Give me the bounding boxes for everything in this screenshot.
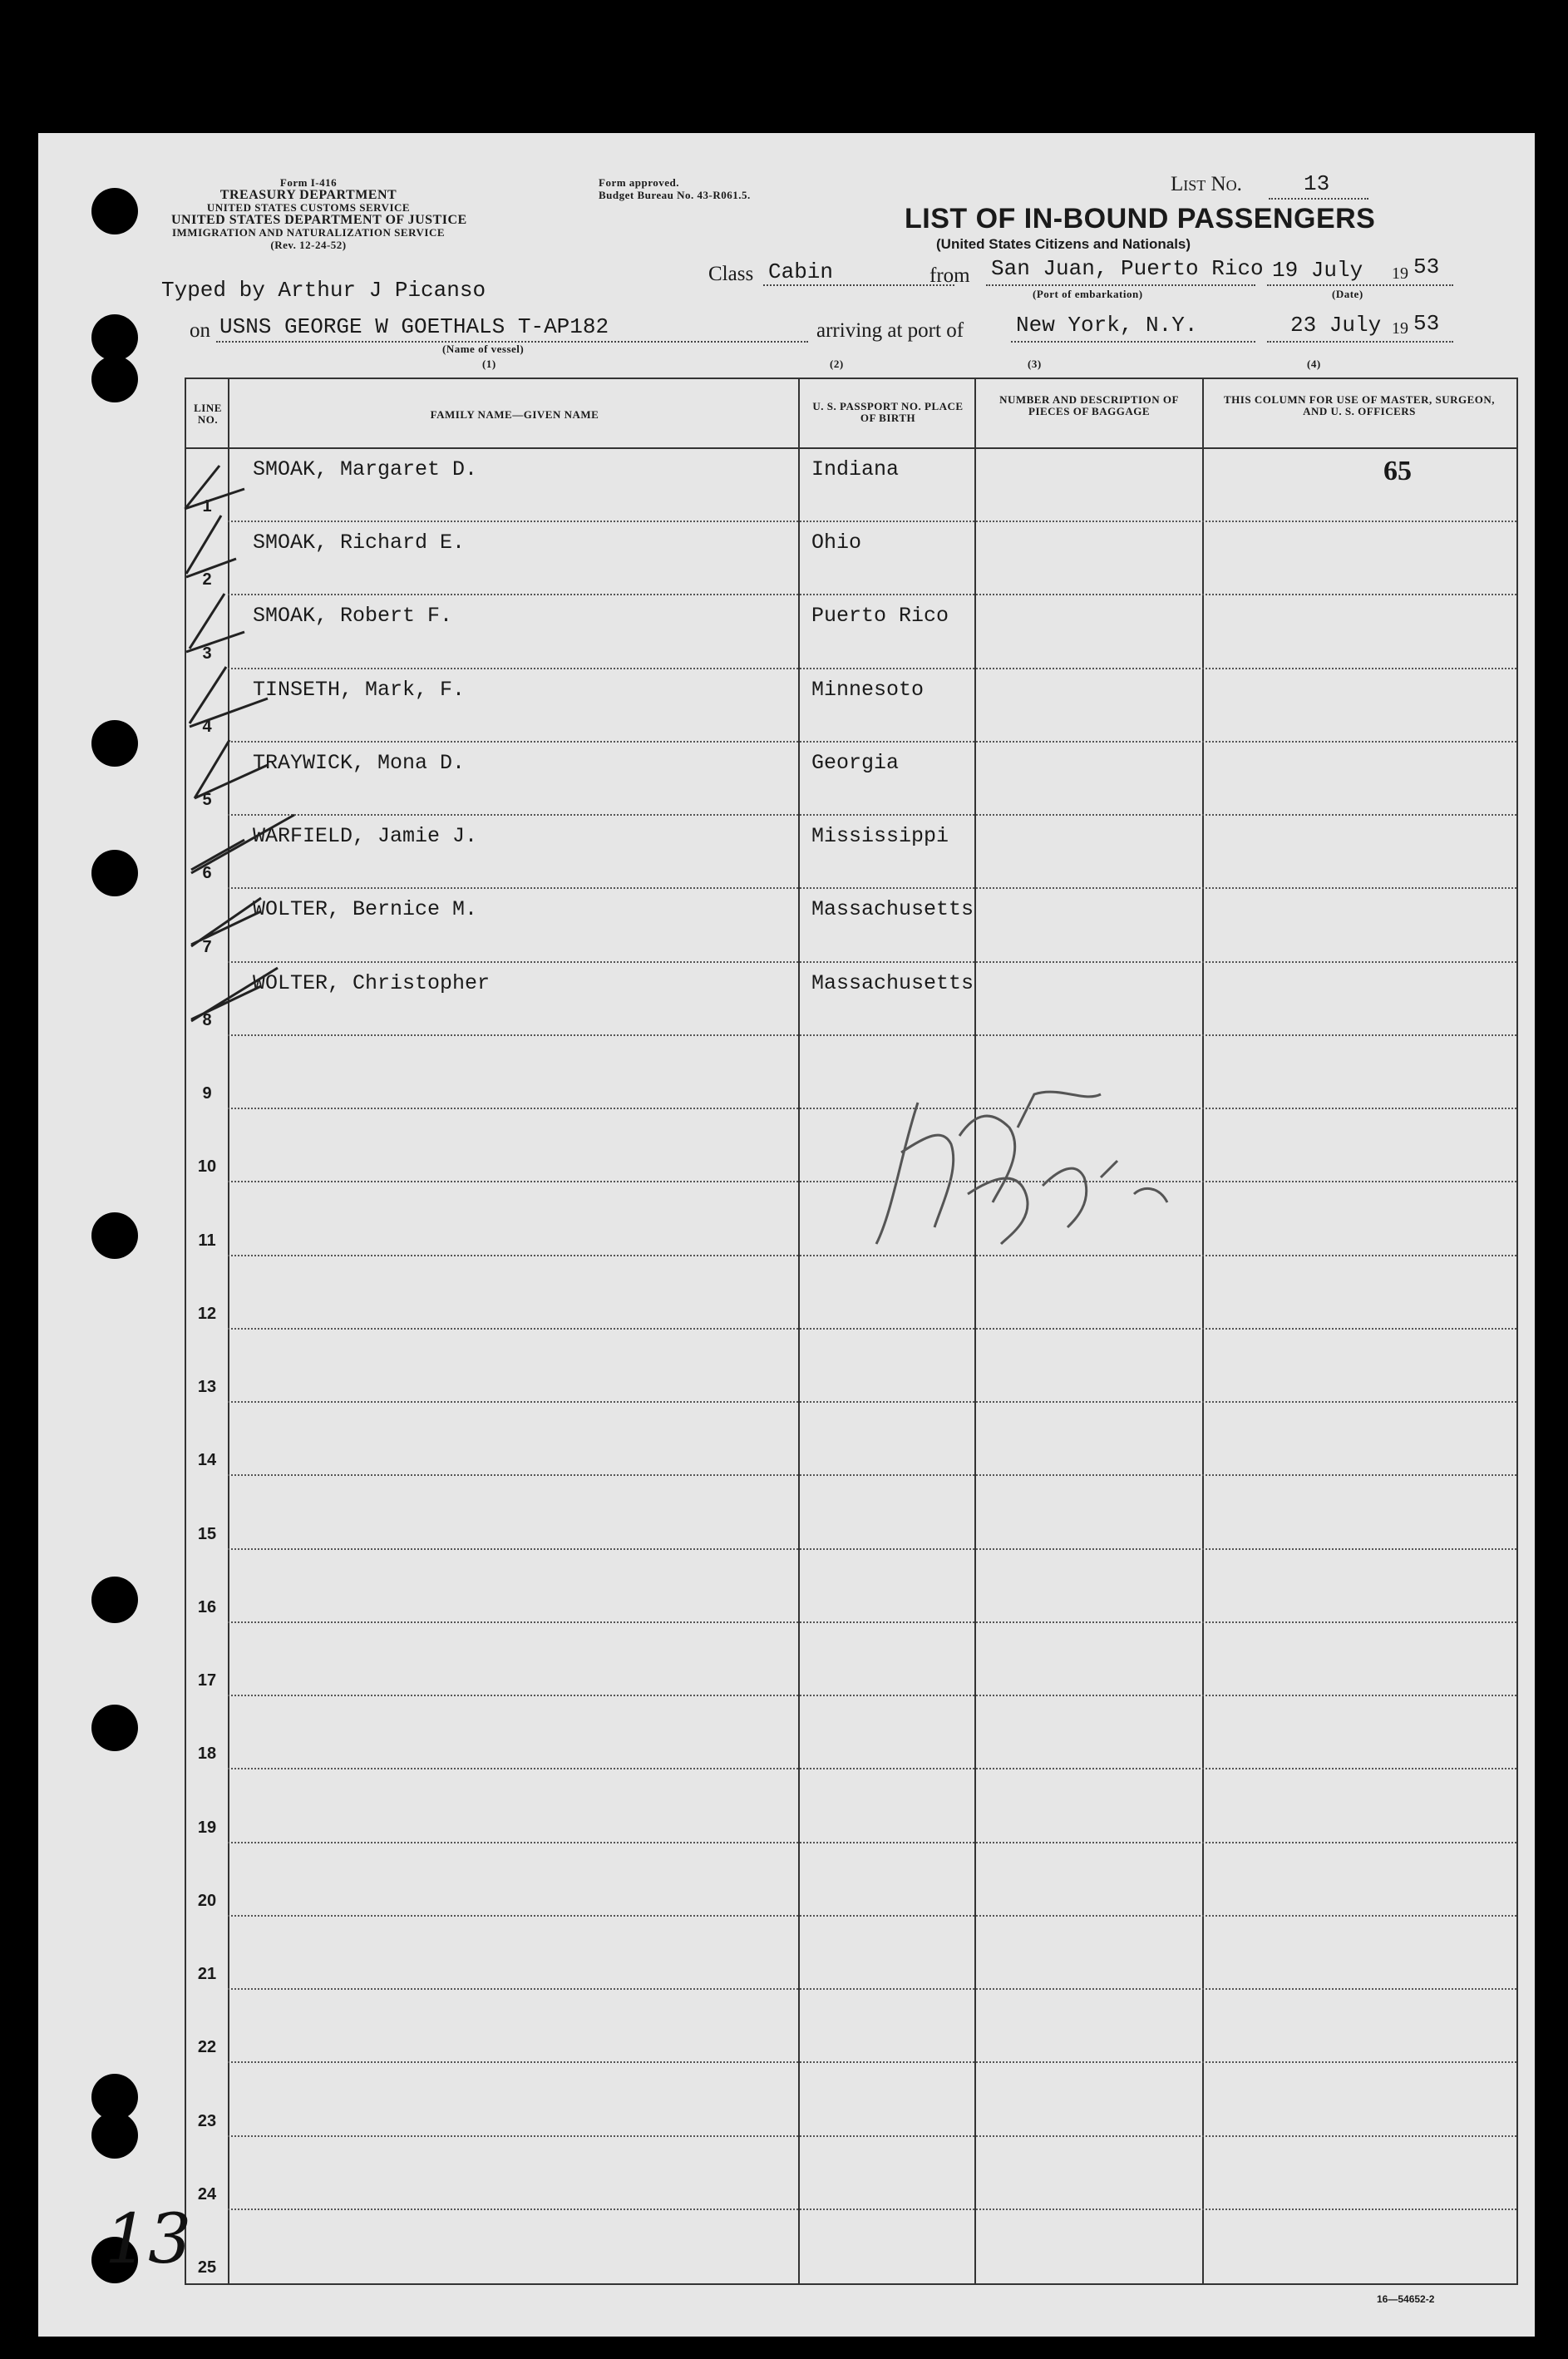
line-number: 9 [202, 1084, 212, 1103]
list-no-underline [1269, 198, 1368, 200]
embark-date-day: 19 July [1272, 258, 1363, 283]
table-row [186, 669, 1516, 743]
passenger-name: SMOAK, Richard E. [253, 531, 466, 555]
list-no-value: 13 [1304, 171, 1330, 196]
table-row [186, 1550, 1516, 1623]
line-number: 2 [202, 570, 212, 590]
on-label: on [190, 319, 210, 342]
arrival-date-day: 23 July [1290, 313, 1382, 338]
embark-caption: (Port of embarkation) [1033, 288, 1143, 300]
passenger-name: TINSETH, Mark, F. [253, 677, 466, 702]
table-row [186, 1403, 1516, 1476]
column-number-1: (1) [482, 358, 496, 370]
passenger-name: SMOAK, Robert F. [253, 604, 453, 629]
table-row [186, 2210, 1516, 2283]
table-row [186, 816, 1516, 889]
class-value: Cabin [768, 259, 834, 284]
embark-year: 53 [1413, 254, 1440, 279]
table-row [186, 1917, 1516, 1990]
check-marks [178, 449, 361, 1048]
table-body [186, 449, 1516, 2283]
header-baggage: NUMBER AND DESCRIPTION OF PIECES OF BAGGAGE [999, 393, 1179, 417]
form-number: Form I-416 [279, 176, 338, 189]
arrival-year: 53 [1413, 311, 1440, 336]
header-passport-birth: U. S. PASSPORT NO. PLACE OF BIRTH [812, 400, 964, 424]
line-number: 3 [202, 644, 212, 663]
table-row [186, 449, 1516, 522]
table-row [186, 522, 1516, 595]
line-number: 4 [202, 717, 212, 736]
arrival-underline [1011, 341, 1255, 343]
column-number-2: (2) [830, 358, 844, 370]
list-no-label: List No. [1171, 173, 1242, 195]
punch-hole [91, 1577, 138, 1623]
line-number: 22 [197, 2038, 217, 2057]
punch-hole [91, 2112, 138, 2159]
line-number: 14 [197, 1451, 217, 1470]
line-number: 6 [202, 864, 212, 883]
place-of-birth: Georgia [811, 750, 900, 775]
punch-hole [91, 720, 138, 767]
line-number: 16 [197, 1597, 217, 1616]
arriving-label: arriving at port of [816, 319, 964, 342]
table-row [186, 1623, 1516, 1696]
table-row [186, 743, 1516, 816]
passenger-name: WOLTER, Christopher [253, 970, 491, 995]
form-revision: (Rev. 12-24-52) [270, 239, 347, 251]
vessel-caption: (Name of vessel) [442, 343, 525, 355]
place-of-birth: Ohio [811, 531, 862, 555]
line-number: 11 [198, 1231, 216, 1250]
officer-count: 65 [1383, 456, 1412, 486]
line-number: 21 [197, 1965, 217, 1984]
arrival-date-underline [1267, 341, 1453, 343]
header-officers-use: THIS COLUMN FOR USE OF MASTER, SURGEON, AND U. S. OFFICERS [1224, 393, 1495, 417]
embark-date-underline [1267, 284, 1453, 286]
budget-bureau: Budget Bureau No. 43-R061.5. [599, 189, 751, 201]
line-number: 12 [197, 1304, 217, 1323]
from-label: from [929, 264, 970, 287]
header-line-no: LINE NO. [194, 402, 222, 426]
line-number: 25 [197, 2258, 217, 2277]
line-number: 10 [197, 1157, 217, 1177]
form-title: LIST OF IN-BOUND PASSENGERS [905, 203, 1376, 234]
table-row [186, 1330, 1516, 1403]
line-number: 17 [197, 1671, 217, 1690]
table-row [186, 1182, 1516, 1256]
form-approval [599, 176, 751, 201]
place-of-birth: Minnesoto [811, 677, 925, 702]
class-label: Class [708, 263, 754, 285]
typed-by: Typed by Arthur J Picanso [161, 278, 486, 303]
place-of-birth: Mississippi [811, 824, 949, 849]
column-number-3: (3) [1028, 358, 1042, 370]
footer-code: 16—54652-2 [1377, 2293, 1435, 2305]
punch-hole [91, 188, 138, 234]
table-row [186, 889, 1516, 962]
passenger-name: WOLTER, Bernice M. [253, 897, 478, 922]
line-number: 24 [197, 2184, 217, 2204]
punch-hole [91, 850, 138, 896]
line-number: 1 [202, 497, 212, 516]
embark-underline [986, 284, 1255, 286]
port-of-arrival: New York, N.Y. [1016, 313, 1198, 338]
table-row [186, 595, 1516, 669]
place-of-birth: Massachusetts [811, 897, 974, 922]
port-of-embarkation: San Juan, Puerto Rico [991, 256, 1264, 281]
handwritten-signature [868, 1078, 1234, 1261]
table-row [186, 1843, 1516, 1917]
agency-block [171, 176, 467, 251]
line-number: 8 [202, 1010, 212, 1029]
line-number: 19 [197, 1818, 217, 1837]
table-row [186, 2063, 1516, 2136]
document-page [38, 133, 1535, 2337]
table-row [186, 2137, 1516, 2210]
line-number: 5 [202, 791, 212, 810]
line-number: 13 [197, 1378, 217, 1397]
customs-service: UNITED STATES CUSTOMS SERVICE [206, 201, 411, 214]
table-row [186, 963, 1516, 1036]
line-number: 23 [197, 2111, 217, 2130]
place-of-birth: Puerto Rico [811, 604, 949, 629]
passenger-name: TRAYWICK, Mona D. [253, 750, 466, 775]
passenger-name: SMOAK, Margaret D. [253, 457, 478, 481]
arrival-year-prefix: 19 [1392, 319, 1408, 338]
form-subtitle: (United States Citizens and Nationals) [936, 236, 1191, 252]
table-row [186, 1036, 1516, 1109]
table-row [186, 1769, 1516, 1843]
treasury-department: TREASURY DEPARTMENT [219, 188, 397, 202]
table-row [186, 1990, 1516, 2063]
table-row [186, 1476, 1516, 1549]
table-row [186, 1109, 1516, 1182]
line-number: 7 [202, 937, 212, 956]
punch-hole [91, 1705, 138, 1751]
line-number: 15 [197, 1524, 217, 1543]
naturalization-service: IMMIGRATION AND NATURALIZATION SERVICE [171, 226, 446, 239]
table-row [186, 1256, 1516, 1330]
line-number: 20 [197, 1891, 217, 1910]
header-family-name: FAMILY NAME—GIVEN NAME [430, 408, 599, 421]
form-approved: Form approved. [599, 176, 680, 189]
passenger-name: WARFIELD, Jamie J. [253, 824, 478, 849]
handwritten-page-number: 13 [105, 2200, 192, 2279]
punch-hole [91, 314, 138, 361]
table-row [186, 1696, 1516, 1769]
vessel-name: USNS GEORGE W GOETHALS T-AP182 [219, 314, 609, 339]
line-number: 18 [197, 1745, 217, 1764]
passenger-table [185, 378, 1518, 2285]
department-of-justice: UNITED STATES DEPARTMENT OF JUSTICE [171, 213, 467, 227]
column-number-4: (4) [1307, 358, 1321, 370]
punch-hole [91, 1212, 138, 1259]
place-of-birth: Indiana [811, 457, 900, 481]
place-of-birth: Massachusetts [811, 970, 974, 995]
class-underline [763, 284, 954, 286]
embark-year-prefix: 19 [1392, 264, 1408, 283]
punch-hole [91, 356, 138, 402]
embark-date-caption: (Date) [1332, 288, 1363, 300]
